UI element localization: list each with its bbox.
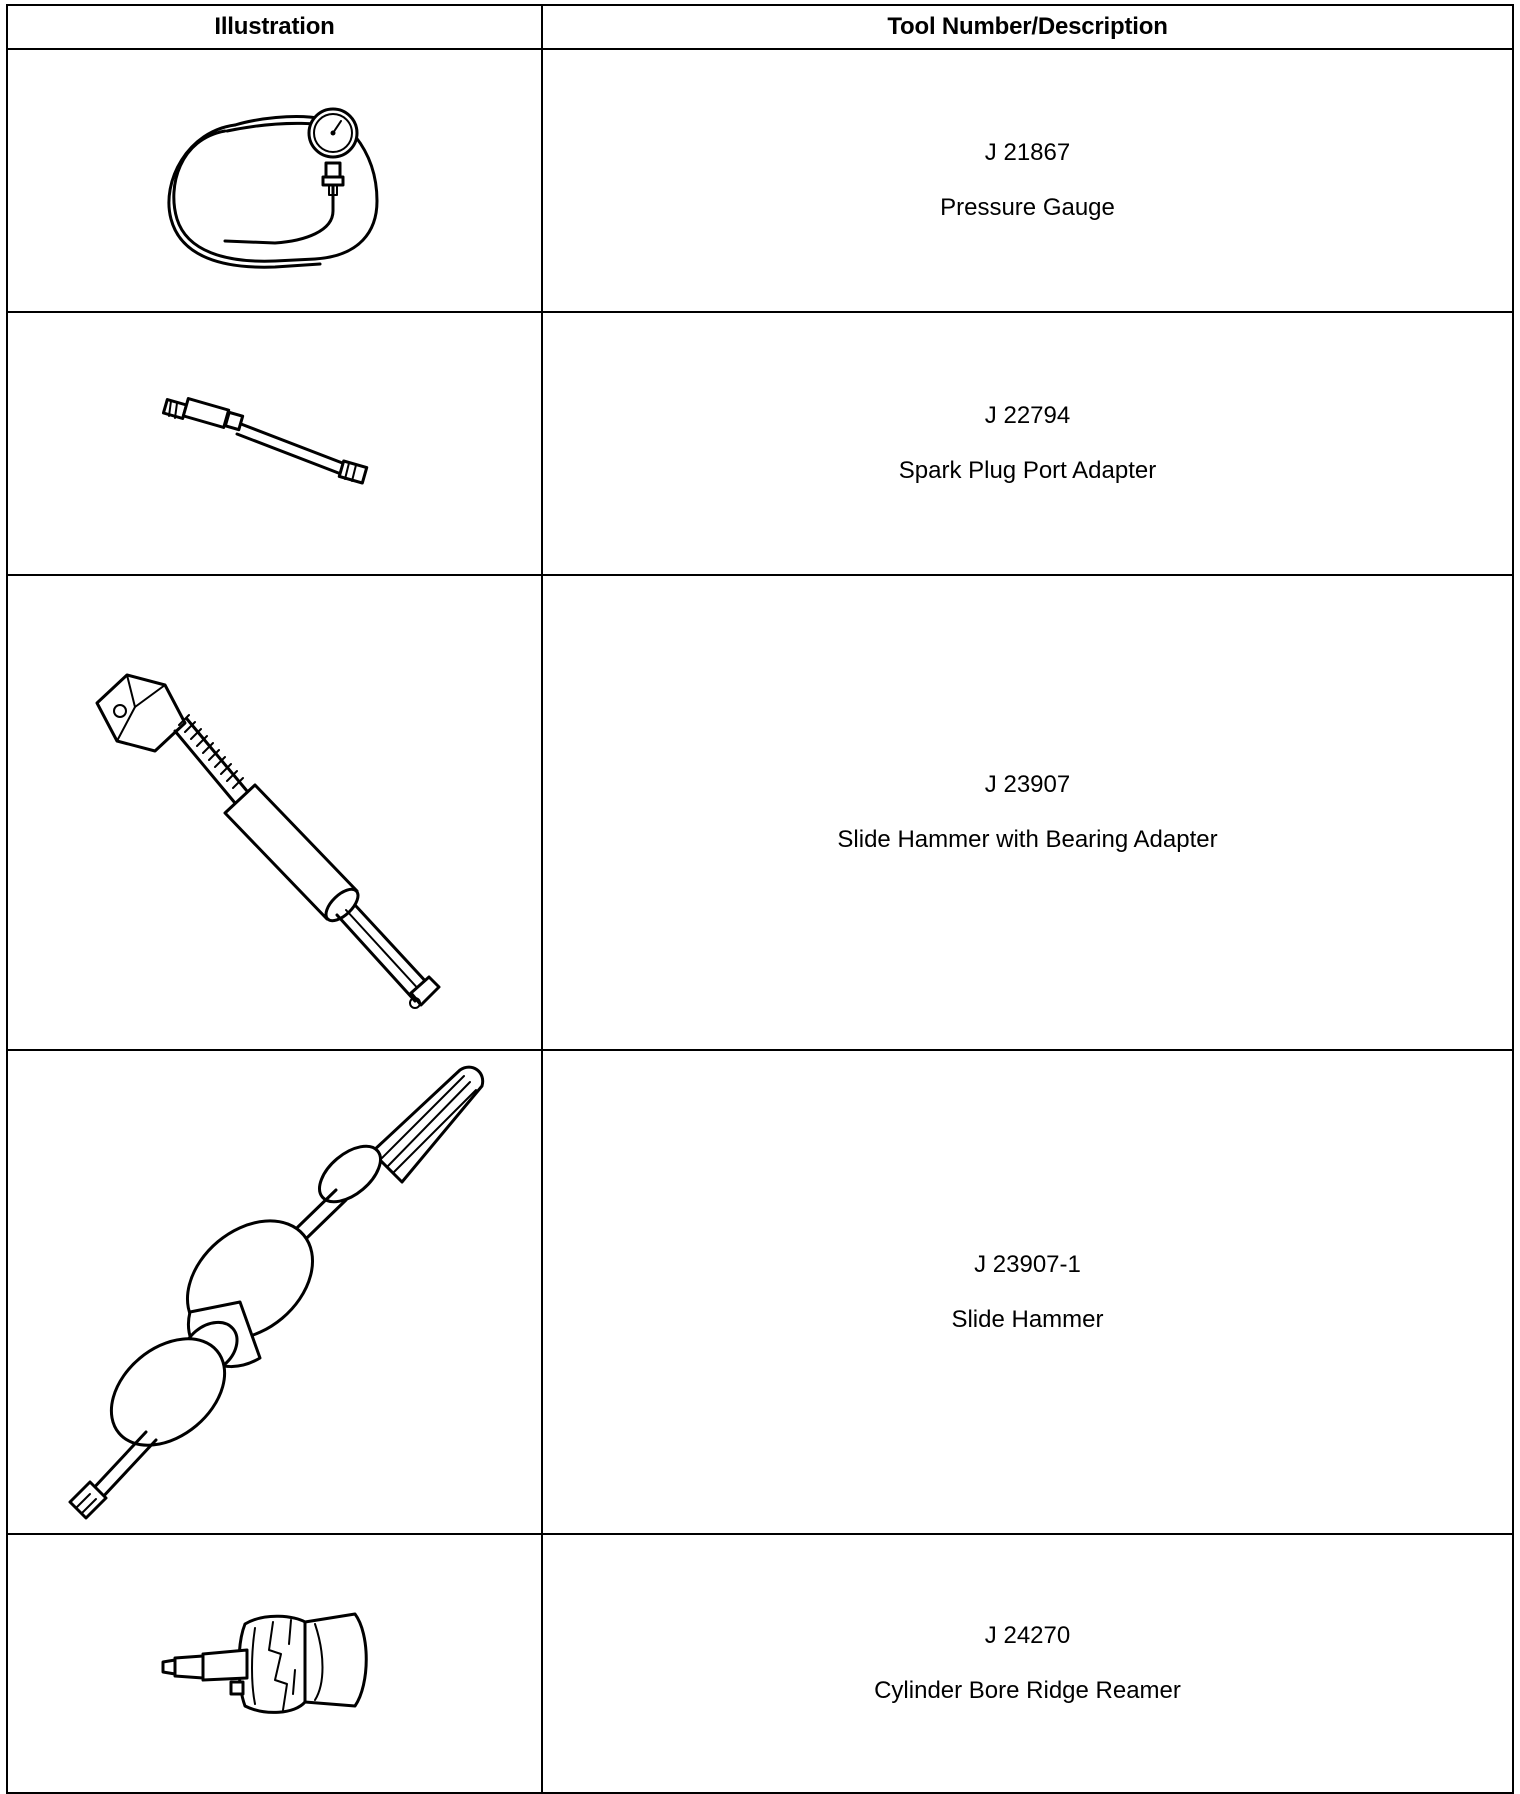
tool-description: Pressure Gauge: [940, 194, 1115, 221]
tool-number: J 23907-1: [974, 1250, 1081, 1278]
table-row: [7, 1050, 1513, 1534]
illustration-cell: [7, 49, 542, 312]
cylinder-bore-ridge-reamer-icon: [155, 1594, 395, 1734]
slide-hammer-bearing-adapter-icon: [75, 613, 475, 1013]
tool-number: J 22794: [984, 402, 1071, 429]
tool-description: Slide Hammer: [951, 1305, 1104, 1333]
illustration-cell: [7, 312, 542, 575]
table-header-row: [7, 5, 1513, 49]
header-illustration: Illustration: [7, 5, 542, 49]
tool-description: Cylinder Bore Ridge Reamer: [874, 1677, 1181, 1704]
tool-number: J 24270: [984, 1622, 1071, 1649]
illustration-cell: [7, 575, 542, 1050]
table-row: [7, 312, 1513, 575]
tool-number: J 23907: [984, 771, 1071, 798]
tool-description: Spark Plug Port Adapter: [898, 457, 1157, 484]
tool-number: J 21867: [984, 139, 1071, 166]
pressure-gauge-icon: [155, 91, 395, 271]
tool-description-cell: [542, 1534, 1513, 1793]
illustration-cell: [7, 1050, 542, 1534]
tool-description-cell: [542, 312, 1513, 575]
spark-plug-port-adapter-icon: [155, 384, 395, 504]
tool-description-cell: [542, 1050, 1513, 1534]
table-row: [7, 575, 1513, 1050]
illustration-cell: [7, 1534, 542, 1793]
special-tools-table: [6, 4, 1514, 1794]
slide-hammer-icon: [40, 1062, 510, 1522]
tool-description: Slide Hammer with Bearing Adapter: [837, 826, 1218, 853]
table-row: [7, 1534, 1513, 1793]
tool-description-cell: [542, 575, 1513, 1050]
table-row: [7, 49, 1513, 312]
header-tool-number-description: Tool Number/Description: [542, 5, 1513, 49]
tool-description-cell: [542, 49, 1513, 312]
